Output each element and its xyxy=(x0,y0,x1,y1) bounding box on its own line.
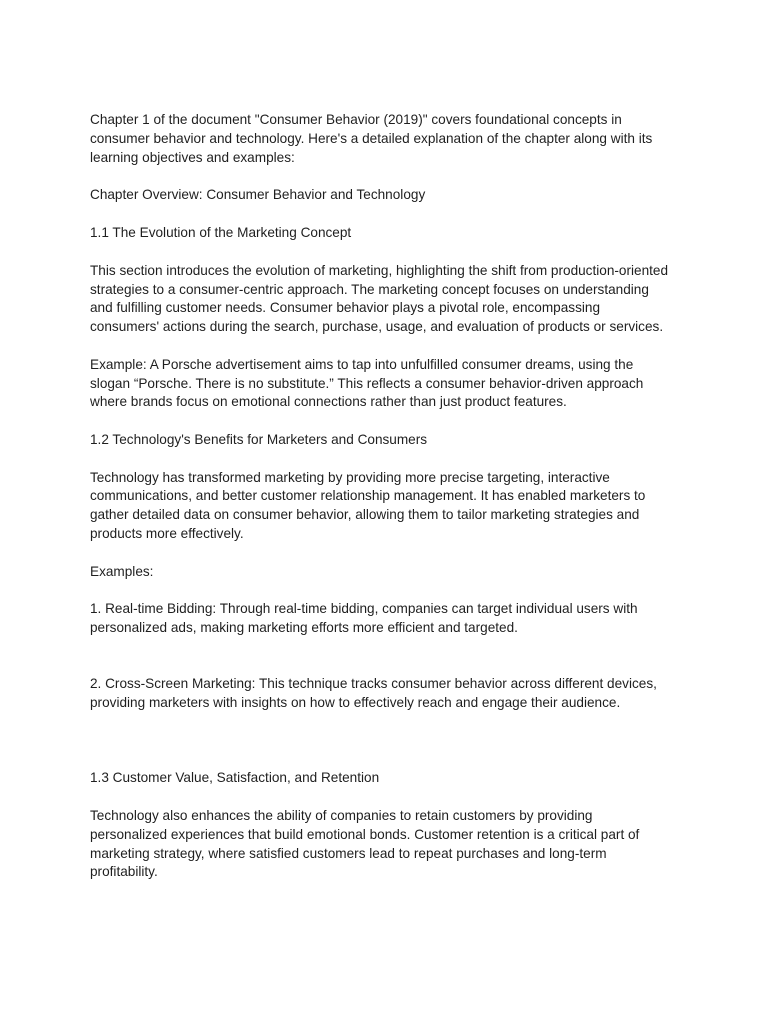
section-1-3-paragraph-line: Technology also enhances the ability of companies to retain customers by providing xyxy=(90,808,593,823)
section-1-1-example-line: where brands focus on emotional connections rather than just product features. xyxy=(90,394,567,409)
intro-line: Chapter 1 of the document "Consumer Behavior (2019)" covers foundational concepts in xyxy=(90,112,622,127)
section-1-2-heading: 1.2 Technology's Benefits for Marketers and Consumers xyxy=(90,432,428,447)
chapter-overview-heading: Chapter Overview: Consumer Behavior and Technology xyxy=(90,187,426,202)
section-1-1-heading: 1.1 The Evolution of the Marketing Concept xyxy=(90,225,352,240)
example-1-line: personalized ads, making marketing efforts more efficient and targeted. xyxy=(90,620,518,635)
section-1-3-paragraph-line: personalized experiences that build emotional bonds. Customer retention is a critical part of xyxy=(90,827,640,842)
section-1-1-paragraph-line: strategies to a consumer-centric approach. The marketing concept focuses on understanding xyxy=(90,282,649,297)
section-1-2-paragraph-line: gather detailed data on consumer behavior, allowing them to tailor marketing strategies and xyxy=(90,507,640,522)
section-1-1-paragraph-line: consumers' actions during the search, purchase, usage, and evaluation of products or services. xyxy=(90,319,664,334)
section-1-3-heading: 1.3 Customer Value, Satisfaction, and Retention xyxy=(90,770,380,785)
intro-line: learning objectives and examples: xyxy=(90,150,295,165)
section-1-1-paragraph-line: This section introduces the evolution of marketing, highlighting the shift from production-oriented xyxy=(90,263,669,278)
section-1-1-paragraph-line: and fulfilling customer needs. Consumer behavior plays a pivotal role, encompassing xyxy=(90,300,601,315)
section-1-3-paragraph-line: profitability. xyxy=(90,864,158,879)
section-1-1-example-line: slogan “Porsche. There is no substitute.” This reflects a consumer behavior-driven approach xyxy=(90,376,644,391)
section-1-2-paragraph-line: products more effectively. xyxy=(90,526,244,541)
section-1-3-paragraph-line: marketing strategy, where satisfied customers lead to repeat purchases and long-term xyxy=(90,846,607,861)
example-2-line: 2. Cross-Screen Marketing: This technique tracks consumer behavior across different devices, xyxy=(90,676,657,691)
examples-label: Examples: xyxy=(90,564,154,579)
example-1-line: 1. Real-time Bidding: Through real-time bidding, companies can target individual users with xyxy=(90,601,638,616)
section-1-2-paragraph-line: communications, and better customer relationship management. It has enabled marketers to xyxy=(90,488,646,503)
section-1-2-paragraph-line: Technology has transformed marketing by providing more precise targeting, interactive xyxy=(90,470,610,485)
section-1-1-example-line: Example: A Porsche advertisement aims to tap into unfulfilled consumer dreams, using the xyxy=(90,357,634,372)
example-2-line: providing marketers with insights on how to effectively reach and engage their audience. xyxy=(90,695,621,710)
intro-line: consumer behavior and technology. Here's a detailed explanation of the chapter along with its xyxy=(90,131,653,146)
